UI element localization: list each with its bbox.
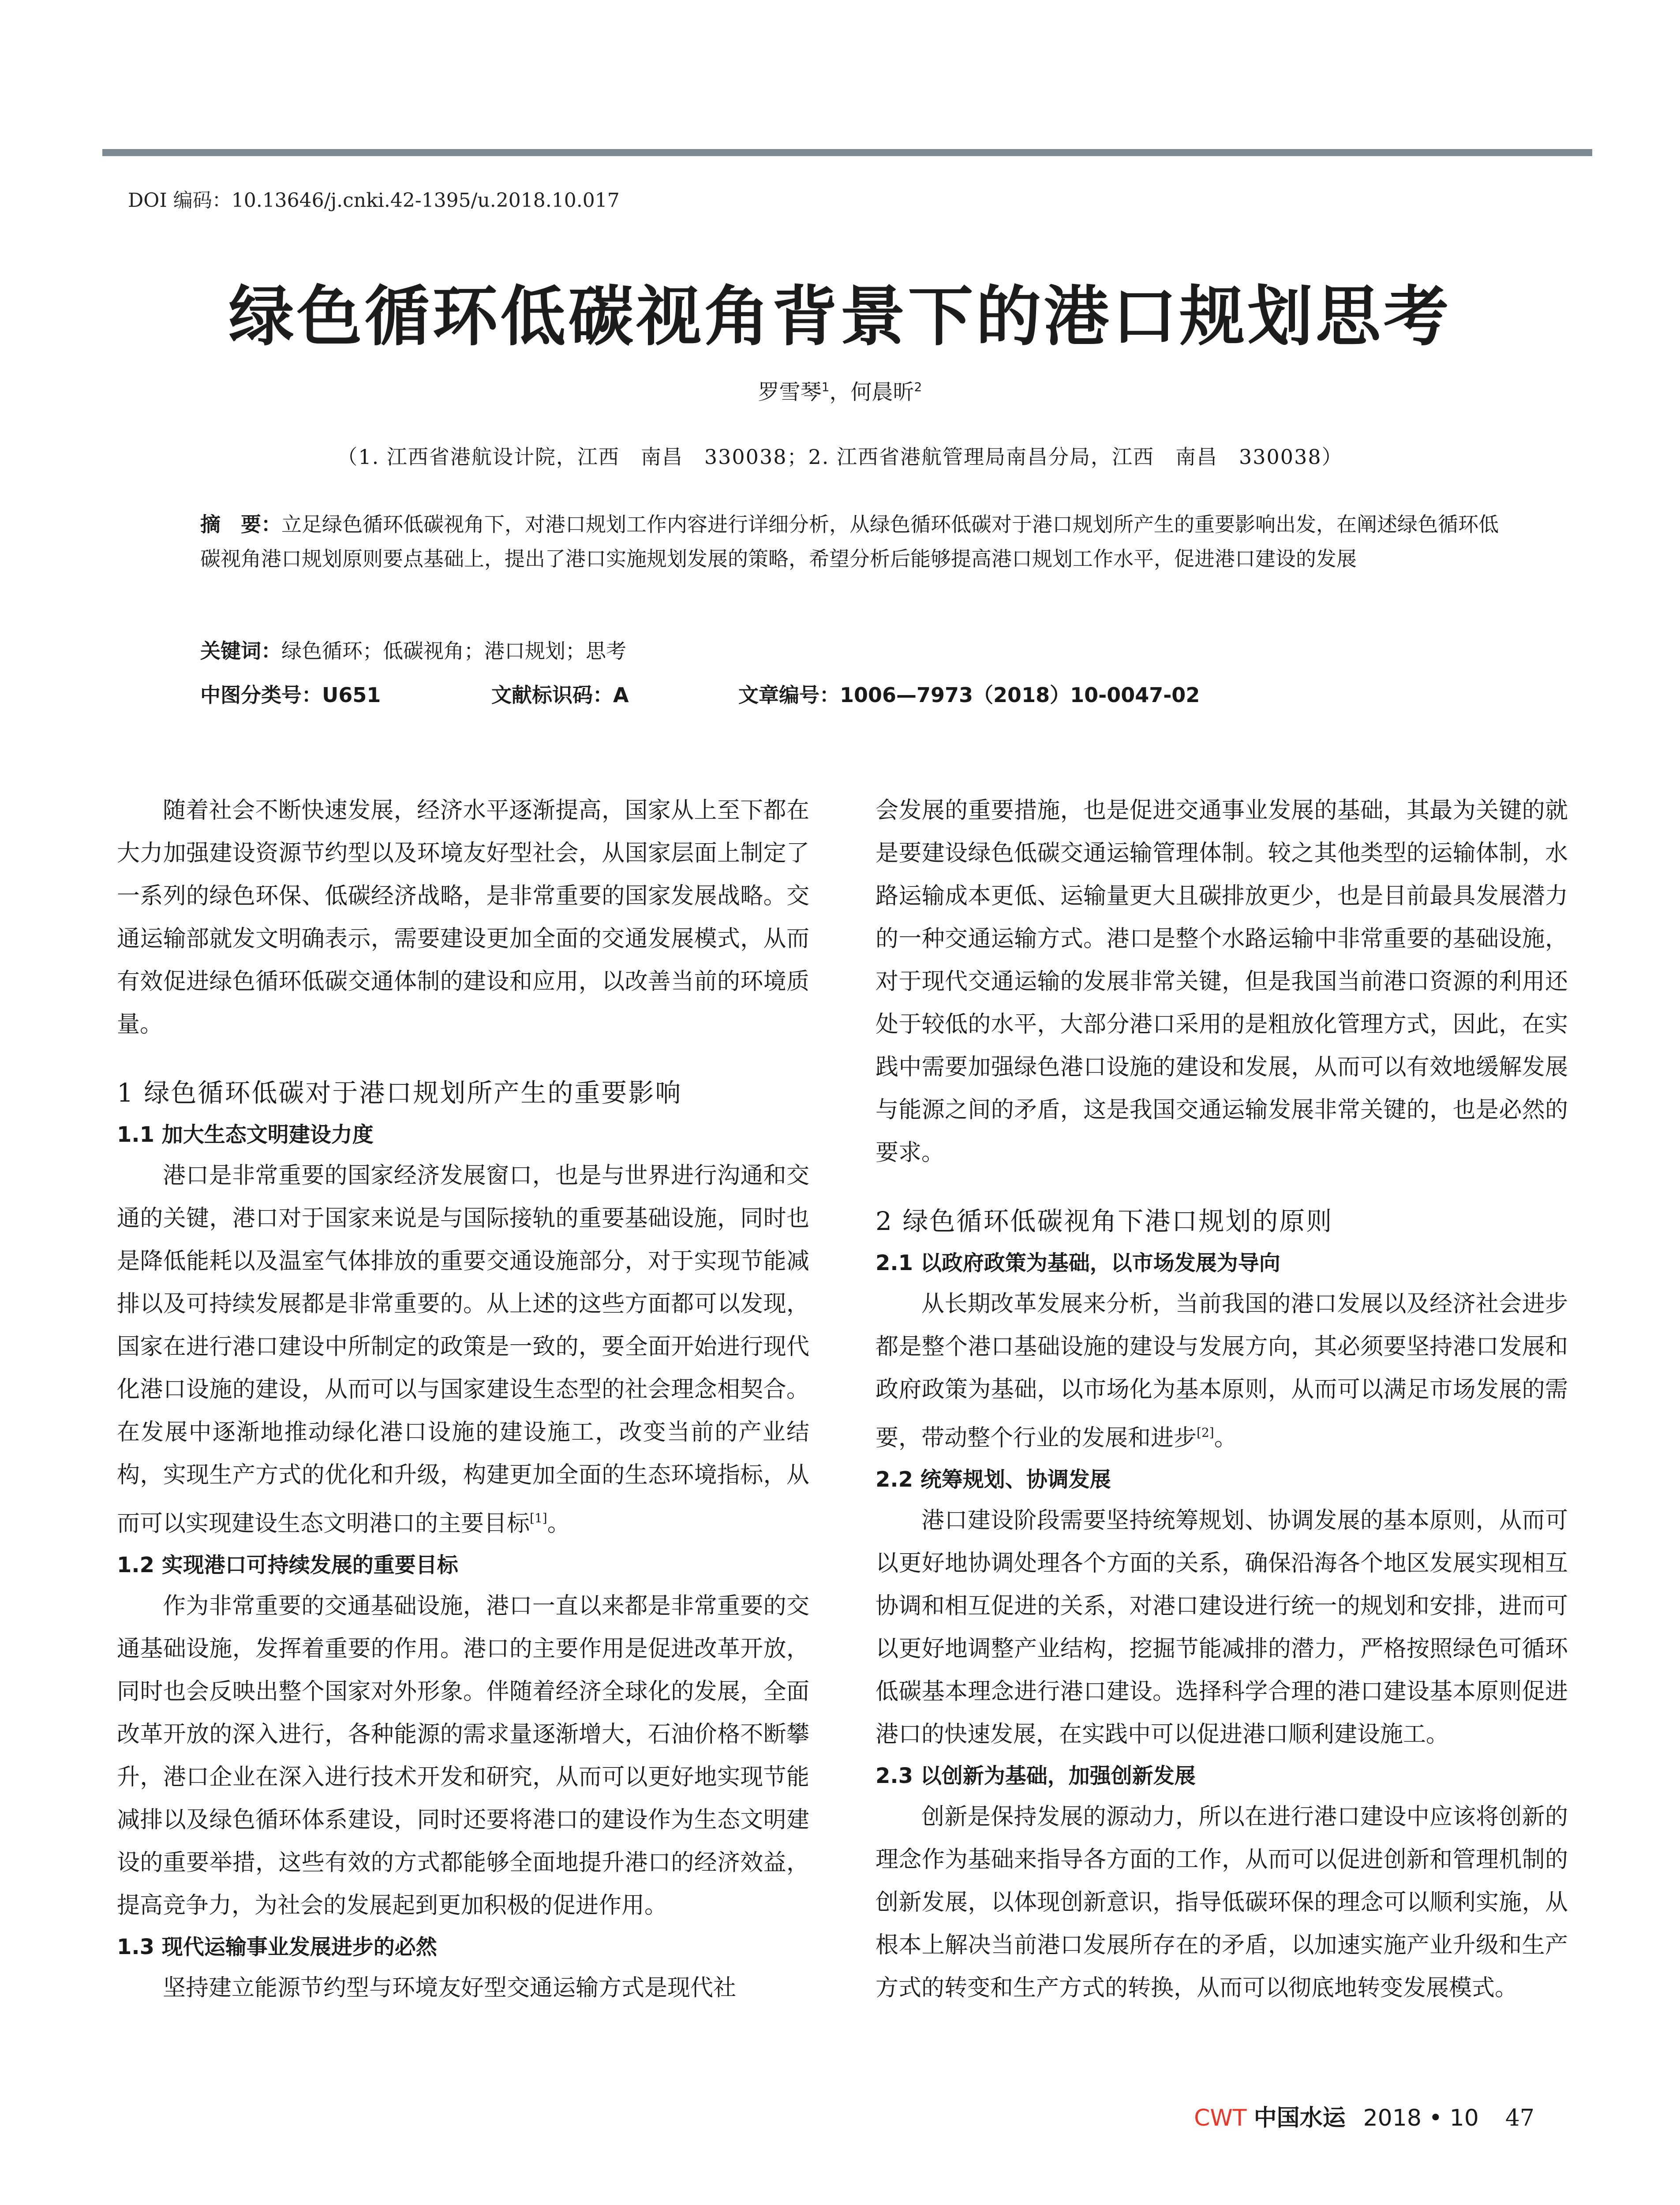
document-code: 文献标识码：A <box>491 683 629 707</box>
classification-line <box>200 679 1523 708</box>
author-1: 罗雪琴 <box>758 380 822 404</box>
author-2-affil-mark: 2 <box>914 380 922 394</box>
section-1-3-heading: 1.3 现代运输事业发展进步的必然 <box>117 1935 437 1959</box>
citation-1: [1] <box>530 1511 547 1525</box>
section-1-1-text: 港口是非常重要的国家经济发展窗口，也是与世界进行沟通和交通的关键，港口对于国家来说是与国际接轨的重要基础设施，同时也是降低能耗以及温室气体排放的重要交通设施部分，对于实现节能减排以及可持续发展都是非常重要的。从上述的这些方面都可以发现，国家在进行港口建设中所制定的政策是一致的，要全面开始进行现代化港口设施的建设，从而可以与国家建设生态型的社会理念相契合。在发展中逐渐地推动绿化港口设施的建设施工，改变当前的产业结构，实现生产方式的优化和升级，构建更加全面的生态环境指标，从而可以实现建设生态文明港口的主要目标 <box>117 1162 809 1537</box>
keywords-text: 绿色循环；低碳视角；港口规划；思考 <box>281 639 626 663</box>
abstract <box>200 507 1501 576</box>
header-rule <box>102 149 1592 156</box>
article-title: 绿色循环低碳视角背景下的港口规划思考 <box>228 278 1452 355</box>
section-2-1-paragraph <box>876 1283 1568 1460</box>
section-2-2-paragraph: 港口建设阶段需要坚持统筹规划、协调发展的基本原则，从而可以更好地协调处理各个方面的关系，确保沿海各个地区发展实现相互协调和相互促进的关系，对港口建设进行统一的规划和安排，进而可以更好地调整产业结构，挖掘节能减排的潜力，严格按照绿色可循环低碳基本理念进行港口建设。选择科学合理的港口建设基本原则促进港口的快速发展，在实践中可以促进港口顺利建设施工。 <box>876 1507 1568 1748</box>
affiliations: （1. 江西省港航设计院，江西 南昌 330038；2. 江西省港航管理局南昌分局，江西 南昌 330038） <box>337 445 1343 469</box>
keywords <box>200 635 626 664</box>
page-footer <box>1194 2099 1534 2132</box>
section-1-heading: 1 绿色循环低碳对于港口规划所产生的重要影响 <box>117 1078 682 1108</box>
article-number: 文章编号：1006—7973（2018）10-0047-02 <box>738 683 1200 707</box>
issue-number: 2018 • 10 <box>1363 2105 1479 2131</box>
page-number: 47 <box>1505 2105 1534 2131</box>
section-1-1-end: 。 <box>547 1510 570 1537</box>
section-2-3-heading: 2.3 以创新为基础，加强创新发展 <box>876 1764 1196 1788</box>
authors <box>0 375 1680 405</box>
column-left <box>117 789 809 2010</box>
author-2: 何晨昕 <box>850 380 914 404</box>
section-1-2-paragraph: 作为非常重要的交通基础设施，港口一直以来都是非常重要的交通基础设施，发挥着重要的作用。港口的主要作用是促进改革开放，同时也会反映出整个国家对外形象。伴随着经济全球化的发展，全面改革开放的深入进行，各种能源的需求量逐渐增大，石油价格不断攀升，港口企业在深入进行技术开发和研究，从而可以更好地实现节能减排以及绿色循环体系建设，同时还要将港口的建设作为生态文明建设的重要举措，这些有效的方式都能够全面地提升港口的经济效益，提高竞争力，为社会的发展起到更加积极的促进作用。 <box>117 1593 809 1919</box>
intro-paragraph: 随着社会不断快速发展，经济水平逐渐提高，国家从上至下都在大力加强建设资源节约型以及环境友好型社会，从国家层面上制定了一系列的绿色环保、低碳经济战略，是非常重要的国家发展战略。交通运输部就发文明确表示，需要建设更加全面的交通发展模式，从而有效促进绿色循环低碳交通体制的建设和应用，以改善当前的环境质量。 <box>117 797 809 1038</box>
section-2-1-heading: 2.1 以政府政策为基础，以市场发展为导向 <box>876 1251 1280 1275</box>
citation-2: [2] <box>1197 1425 1214 1440</box>
doi-line: DOI 编码：10.13646/j.cnki.42-1395/u.2018.10.017 <box>128 189 620 212</box>
journal-name: 中国水运 <box>1253 2104 1346 2131</box>
abstract-text: 立足绿色循环低碳视角下，对港口规划工作内容进行详细分析，从绿色循环低碳对于港口规划所产生的重要影响出发，在阐述绿色循环低碳视角港口规划原则要点基础上，提出了港口实施规划发展的策略，希望分析后能够提高港口规划工作水平，促进港口建设的发展 <box>200 512 1499 571</box>
section-2-1-end: 。 <box>1214 1425 1237 1451</box>
section-2-2-heading: 2.2 统筹规划、协调发展 <box>876 1467 1111 1492</box>
section-1-3-paragraph-start: 坚持建立能源节约型与环境友好型交通运输方式是现代社 <box>163 1975 737 2001</box>
column-right <box>876 789 1568 2010</box>
section-2-3-paragraph: 创新是保持发展的源动力，所以在进行港口建设中应该将创新的理念作为基础来指导各方面的工作，从而可以促进创新和管理机制的创新发展，以体现创新意识，指导低碳环保的理念可以顺利实施，从根本上解决当前港口发展所存在的矛盾，以加速实施产业升级和生产方式的转变和生产方式的转换，从而可以彻底地转变发展模式。 <box>876 1804 1568 2001</box>
section-2-heading: 2 绿色循环低碳视角下港口规划的原则 <box>876 1206 1333 1236</box>
section-1-1-heading: 1.1 加大生态文明建设力度 <box>117 1122 374 1147</box>
keywords-label: 关键词： <box>200 639 281 663</box>
clc-number: 中图分类号：U651 <box>200 683 381 707</box>
section-1-1-paragraph <box>117 1155 809 1545</box>
author-separator: ， <box>829 380 851 404</box>
author-1-affil-mark: 1 <box>821 380 830 394</box>
section-1-3-paragraph-cont: 会发展的重要措施，也是促进交通事业发展的基础，其最为关键的就是要建设绿色低碳交通运输管理体制。较之其他类型的运输体制，水路运输成本更低、运输量更大且碳排放更少，也是目前最具发展潜力的一种交通运输方式。港口是整个水路运输中非常重要的基础设施，对于现代交通运输的发展非常关键，但是我国当前港口资源的利用还处于较低的水平，大部分港口采用的是粗放化管理方式，因此，在实践中需要加强绿色港口设施的建设和发展，从而可以有效地缓解发展与能源之间的矛盾，这是我国交通运输发展非常关键的，也是必然的要求。 <box>876 797 1568 1166</box>
journal-logo-cwt: CWT <box>1194 2105 1247 2131</box>
section-1-2-heading: 1.2 实现港口可持续发展的重要目标 <box>117 1553 458 1577</box>
section-2-1-text: 从长期改革发展来分析，当前我国的港口发展以及经济社会进步都是整个港口基础设施的建设与发展方向，其必须要坚持港口发展和政府政策为基础，以市场化为基本原则，从而可以满足市场发展的需要，带动整个行业的发展和进步 <box>876 1291 1568 1451</box>
abstract-label: 摘 要： <box>200 512 281 536</box>
